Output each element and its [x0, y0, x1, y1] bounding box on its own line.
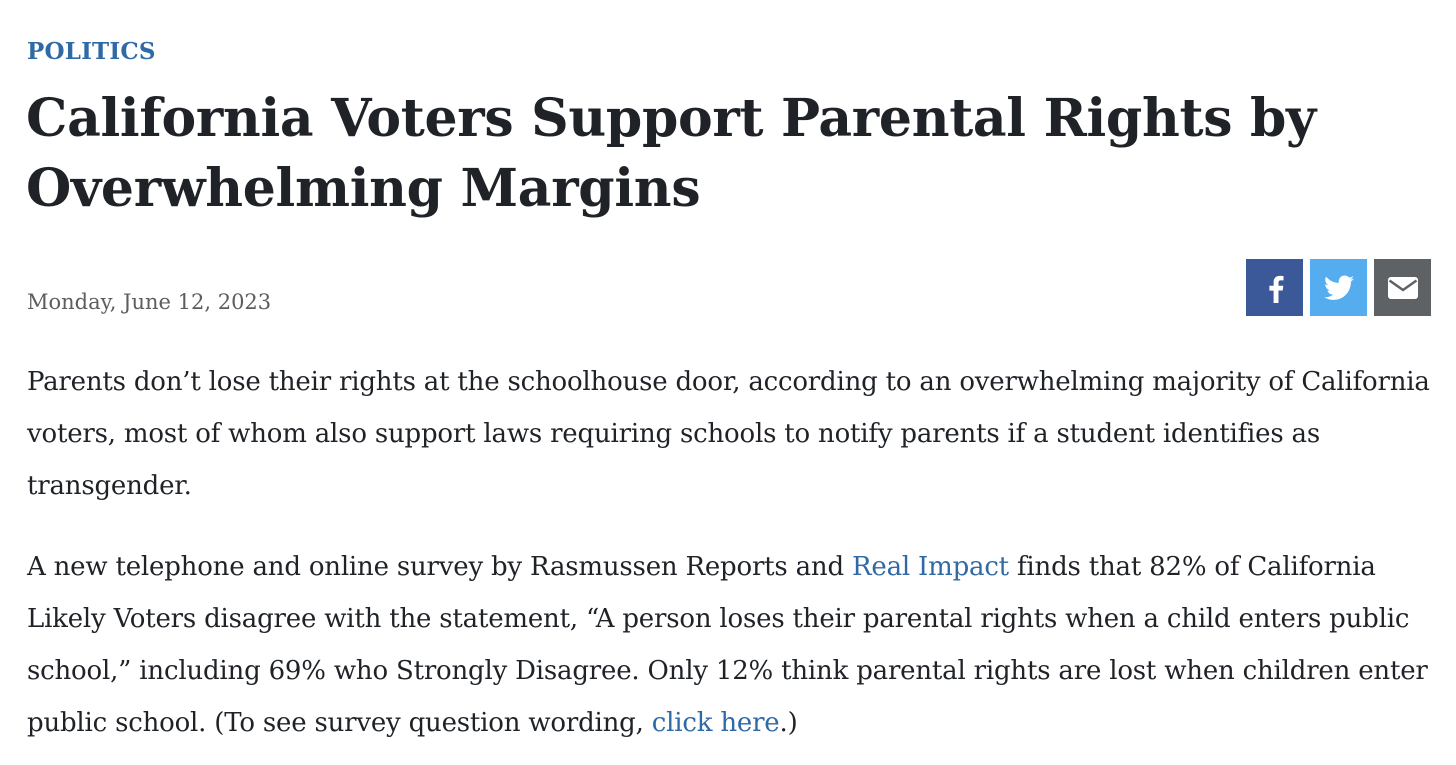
- email-icon: [1388, 277, 1418, 299]
- facebook-share-button[interactable]: [1246, 259, 1303, 316]
- article-paragraph-1: Parents don’t lose their rights at the schoolhouse door, according to an overwhelming majority of California voters, most of whom also support laws requiring schools to notify parents if a student identifies as transgender.: [27, 367, 1430, 501]
- article-title: California Voters Support Parental Rights by Overwhelming Margins: [26, 88, 1316, 219]
- twitter-share-button[interactable]: [1310, 259, 1367, 316]
- twitter-icon: [1324, 275, 1354, 301]
- paragraph-2-text-b: finds that 82% of California Likely Voters disagree with the statement, “A person loses their parental rights when a child enters public school,” including 69% who Strongly Disagree. Only 12% think parental rights are lost when children enter public school. (To see survey question wording,: [27, 552, 1428, 738]
- click-here-link[interactable]: click here: [651, 708, 780, 738]
- real-impact-link[interactable]: Real Impact: [852, 552, 1009, 582]
- category-link[interactable]: POLITICS: [27, 38, 156, 65]
- paragraph-2-text-a: A new telephone and online survey by Rasmussen Reports and: [27, 552, 852, 582]
- paragraph-2-text-c: .): [779, 708, 798, 738]
- article-paragraph-2: [27, 541, 1447, 749]
- email-share-button[interactable]: [1374, 259, 1431, 316]
- publish-date: Monday, June 12, 2023: [27, 290, 272, 314]
- share-buttons: [1246, 259, 1431, 316]
- facebook-icon: [1264, 273, 1286, 303]
